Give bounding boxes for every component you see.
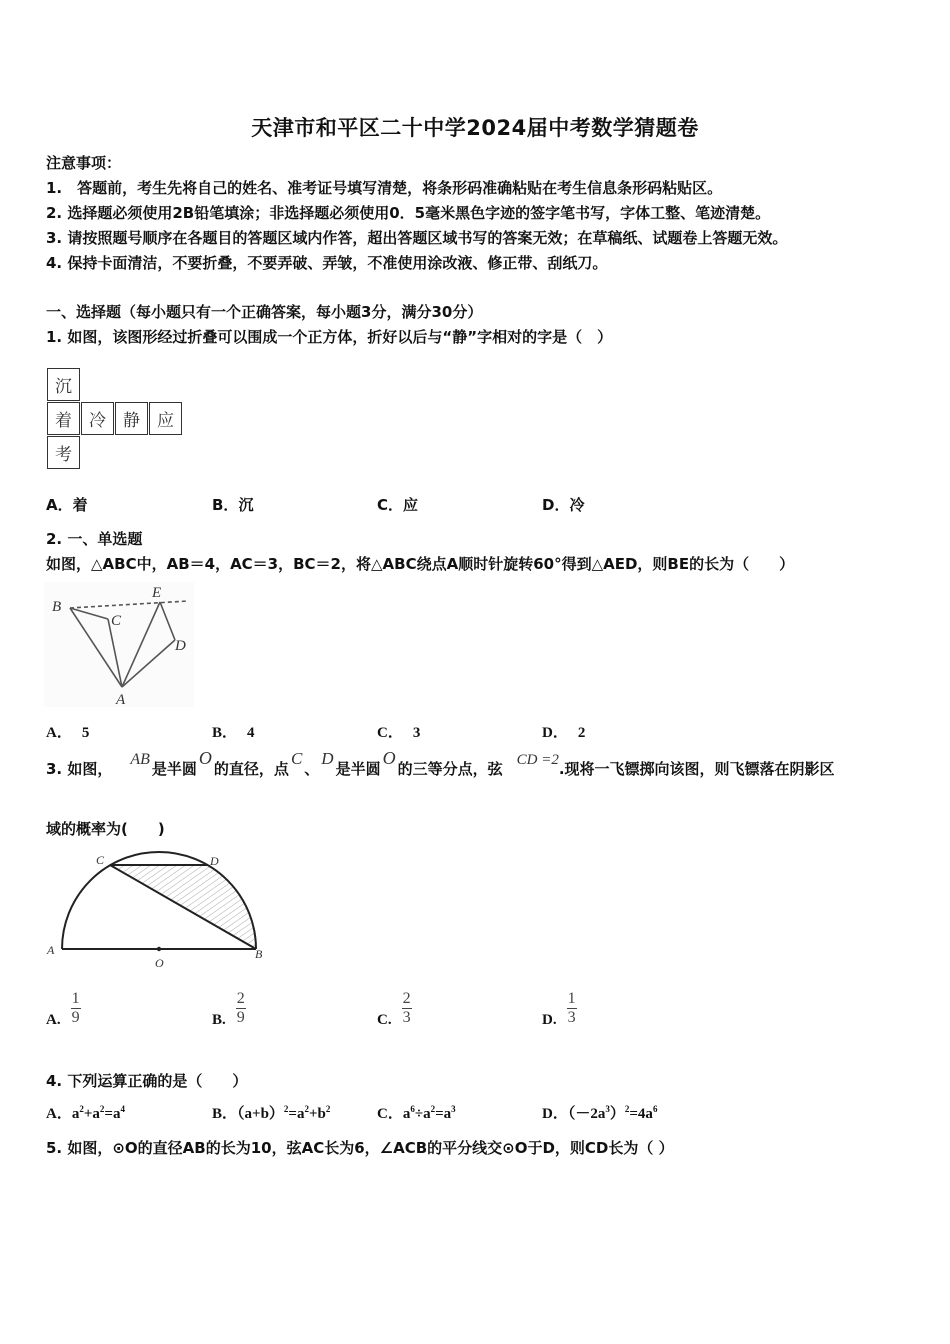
option-label: C． (377, 725, 403, 741)
exponent: 4 (120, 1104, 125, 1114)
svg-text:D: D (175, 638, 186, 654)
numerator: 2 (236, 990, 245, 1007)
note-item: 1. 答题前，考生先将自己的姓名、准考证号填写清楚，将条形码准确粘贴在考生信息条形码粘贴区。 (46, 179, 723, 197)
fraction (236, 990, 246, 1027)
expr: =a (435, 1106, 452, 1122)
option-label: D. (542, 1011, 557, 1028)
denominator: 9 (236, 1009, 245, 1026)
option-label: A. (46, 1011, 61, 1028)
fraction (567, 990, 577, 1027)
question-1-option-c[interactable] (377, 494, 418, 515)
svg-text:O: O (155, 956, 164, 970)
svg-text:D: D (210, 854, 219, 868)
question-4-option-d[interactable] (542, 1102, 657, 1123)
expr: a (71, 1106, 80, 1122)
expr: +a (83, 1106, 100, 1122)
question-2-option-c[interactable] (377, 721, 420, 742)
text-segment: 的直径，点 (213, 760, 289, 778)
expr: ） (609, 1106, 625, 1122)
svg-text:A: A (116, 692, 126, 707)
denominator: 9 (71, 1009, 80, 1026)
question-4-text: 4. 下列运算正确的是（ ） (46, 1072, 248, 1090)
question-3-option-a[interactable] (46, 990, 81, 1027)
question-2-option-a[interactable] (46, 721, 89, 742)
option-label: D． (542, 725, 568, 741)
net-cell: 沉 (47, 368, 80, 401)
exponent: 2 (99, 1104, 105, 1114)
numerator: 2 (402, 990, 411, 1007)
option-label: A． (46, 496, 73, 514)
note-item: 4. 保持卡面清洁，不要折叠，不要弄破、弄皱，不准使用涂改液、修正带、刮纸刀。 (46, 254, 608, 272)
exponent: 6 (410, 1104, 415, 1114)
option-label: C. (377, 1011, 392, 1028)
triangle-rotation-figure (44, 582, 194, 707)
exponent: 2 (283, 1104, 289, 1114)
expr: +b (308, 1106, 326, 1122)
option-value: 3 (412, 725, 421, 741)
question-2-option-d[interactable] (542, 721, 585, 742)
note-item: 2. 选择题必须使用2B铅笔填涂；非选择题必须使用0．5毫米黑色字迹的签字笔书写，字体工整、笔迹清楚。 (46, 204, 771, 222)
question-4-option-b[interactable] (212, 1102, 330, 1123)
question-1-text: 1. 如图，该图形经过折叠可以围成一个正方体，折好以后与“静”字相对的字是（ ） (46, 328, 613, 346)
math-segment: AB (130, 751, 150, 768)
expr: ÷a (414, 1106, 431, 1122)
denominator: 3 (402, 1009, 411, 1026)
question-1-option-b[interactable] (212, 494, 253, 515)
text-segment: 、 (304, 760, 320, 778)
option-value: 2 (577, 725, 586, 741)
option-label: D． (542, 496, 570, 514)
option-label: B． (212, 725, 238, 741)
fraction (402, 990, 412, 1027)
question-1-option-a[interactable] (46, 494, 88, 515)
text-segment: 3. 如图， (46, 760, 113, 778)
numerator: 1 (567, 990, 576, 1007)
math-segment: D (321, 749, 334, 768)
question-2-heading: 2. 一、单选题 (46, 530, 143, 548)
question-3-option-d[interactable] (542, 990, 577, 1027)
math-segment: C (290, 749, 303, 768)
option-label: A． (46, 725, 72, 741)
question-1-option-d[interactable] (542, 494, 584, 515)
expr: （－2a (567, 1106, 606, 1122)
section-heading: 一、选择题（每小题只有一个正确答案，每小题3分，满分30分） (46, 303, 483, 321)
svg-text:A: A (47, 943, 55, 957)
option-label: B． (212, 1106, 238, 1122)
net-cell: 考 (47, 436, 80, 469)
option-label: B． (212, 496, 239, 514)
option-label: C． (377, 496, 404, 514)
numerator: 1 (71, 990, 80, 1007)
math-segment: O (382, 748, 396, 768)
exponent: 2 (325, 1104, 331, 1114)
text-segment: 是半圆 (335, 760, 381, 778)
question-3-option-c[interactable] (377, 990, 412, 1027)
question-4-option-a[interactable] (46, 1102, 125, 1123)
net-cell: 冷 (81, 402, 114, 435)
option-value: 5 (81, 725, 90, 741)
net-cell: 静 (115, 402, 148, 435)
question-4-option-c[interactable] (377, 1102, 456, 1123)
exponent: 3 (605, 1104, 610, 1114)
notes-heading: 注意事项： (46, 154, 122, 172)
net-cell: 着 (47, 402, 80, 435)
option-label: B. (212, 1011, 226, 1028)
option-value: 应 (403, 496, 419, 514)
svg-text:B: B (255, 947, 263, 961)
question-2-option-b[interactable] (212, 721, 255, 742)
svg-text:E: E (152, 585, 162, 601)
svg-text:C: C (96, 853, 105, 867)
expr: =a (104, 1106, 121, 1122)
math-segment: CD =2 (516, 752, 559, 768)
option-value: 沉 (238, 496, 254, 514)
expr: a (402, 1106, 411, 1122)
option-value: 4 (247, 725, 255, 741)
exponent: 2 (624, 1104, 630, 1114)
document-title: 天津市和平区二十中学2024届中考数学猜题卷 (251, 116, 699, 140)
expr: （a+b） (237, 1106, 284, 1122)
option-value: 冷 (569, 496, 585, 514)
svg-text:B: B (52, 599, 62, 615)
math-segment: O (198, 748, 212, 768)
net-cell: 应 (149, 402, 182, 435)
option-label: D． (542, 1106, 568, 1122)
question-2-text: 如图，△ABC中，AB＝4，AC＝3，BC＝2，将△ABC绕点A顺时针旋转60°得到△AED，则BE的长为（ ） (46, 555, 795, 573)
expr: =a (288, 1106, 305, 1122)
denominator: 3 (567, 1009, 576, 1026)
exponent: 2 (79, 1104, 84, 1114)
fraction (71, 990, 81, 1027)
text-segment: 是半圆 (151, 760, 197, 778)
option-label: C． (377, 1106, 403, 1122)
semicircle-figure (44, 848, 274, 973)
svg-text:C: C (111, 613, 122, 629)
question-3-option-b[interactable] (212, 990, 246, 1027)
exponent: 2 (430, 1104, 436, 1114)
cube-net-figure (47, 368, 183, 474)
text-segment: 的三等分点，弦 (397, 760, 503, 778)
exponent: 3 (451, 1104, 456, 1114)
note-item: 3. 请按照题号顺序在各题目的答题区域内作答，超出答题区域书写的答案无效；在草稿纸、试题卷上答题无效。 (46, 229, 788, 247)
question-3-text-line2: 域的概率为( ) (46, 820, 165, 838)
option-label: A． (46, 1106, 72, 1122)
exponent: 2 (304, 1104, 309, 1114)
option-value: 着 (72, 496, 88, 514)
text-segment: .现将一飞镖掷向该图，则飞镖落在阴影区 (558, 760, 835, 778)
question-3-text (46, 748, 835, 779)
exponent: 6 (652, 1104, 658, 1114)
question-5-text: 5. 如图，⊙O的直径AB的长为10，弦AC长为6，∠ACB的平分线交⊙O于D，则CD长为（ ） (46, 1139, 674, 1157)
expr: =4a (629, 1106, 653, 1122)
